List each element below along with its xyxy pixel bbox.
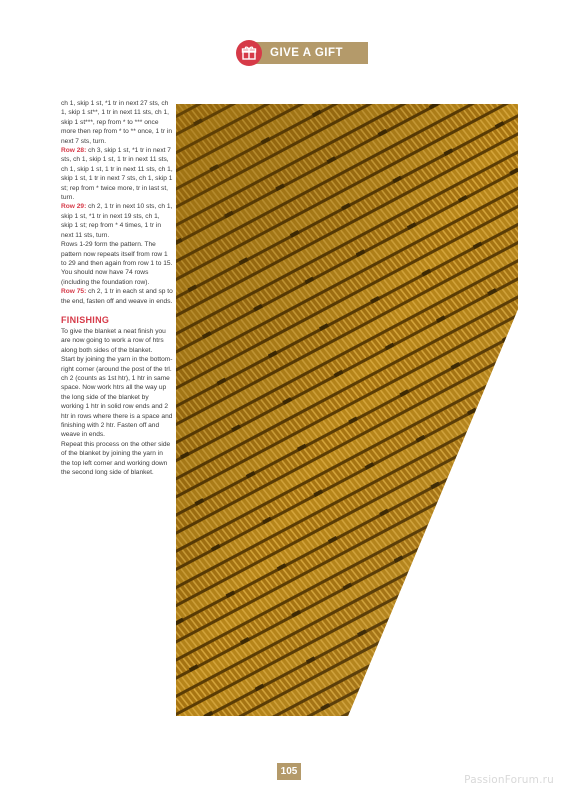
finishing-title: FINISHING	[61, 314, 110, 325]
pattern-instructions	[61, 99, 173, 477]
badge-label: GIVE A GIFT	[270, 47, 344, 59]
badge-banner	[246, 42, 368, 64]
row-text: ch 3, skip 1 st, *1 tr in next 7 sts, ch 1, skip 1 st, 1 tr in next 11 sts, ch 1, skip 1 st, 1 tr in next 11 sts, ch 1, skip 1 st, 1 tr in next 7 sts, ch 1, skip 1 st; rep from * twice more, tr in last st, turn.	[61, 147, 173, 202]
blanket-image	[176, 104, 518, 716]
page-number: 105	[277, 763, 301, 780]
row-text: ch 2, 1 tr in each st and sp to the end, fasten off and weave in ends.	[61, 288, 173, 305]
gift-icon	[236, 40, 262, 66]
finishing-paragraph: Start by joining the yarn in the bottom-right corner (around the post of the trl. ch 2 (counts as 1st htr), 1 htr in same space. Now work htrs all the way up the long side of the blanket by working 1 htr in solid row ends and 2 htr in rows where there is a space and finishing with 2 htr. Fasten off and weave in ends.	[61, 356, 173, 439]
row-75	[61, 287, 173, 306]
finishing-paragraph: To give the blanket a neat finish you are now going to work a row of htrs along both sides of the blanket.	[61, 327, 166, 354]
give-a-gift-badge	[236, 40, 368, 66]
row-label: Row 28:	[61, 147, 87, 155]
rows-note: Rows 1-29 form the pattern. The pattern now repeats itself from row 1 to 29 and then again from row 1 to 15. You should now have 74 rows (including the foundation row).	[61, 241, 173, 286]
row-label: Row 29:	[61, 203, 87, 211]
row-29	[61, 202, 173, 240]
crochet-blanket-photo	[176, 104, 518, 716]
pattern-intro: ch 1, skip 1 st, *1 tr in next 27 sts, ch 1, skip 1 st**, 1 tr in next 11 sts, ch 1, skip 1 st***, rep from * to *** once more then rep from * to ** once, 1 tr in next 7 sts, turn.	[61, 100, 173, 145]
watermark: PassionForum.ru	[464, 774, 554, 786]
finishing-paragraph: Repeat this process on the other side of the blanket by joining the yarn in the top left corner and working down the second long side of blanket.	[61, 440, 171, 477]
row-28	[61, 146, 173, 202]
row-label: Row 75:	[61, 288, 87, 296]
row-text: ch 2, 1 tr in next 10 sts, ch 1, skip 1 st, *1 tr in next 19 sts, ch 1, skip 1 st; rep from * 4 times, 1 tr in next 11 sts, turn.	[61, 203, 173, 239]
